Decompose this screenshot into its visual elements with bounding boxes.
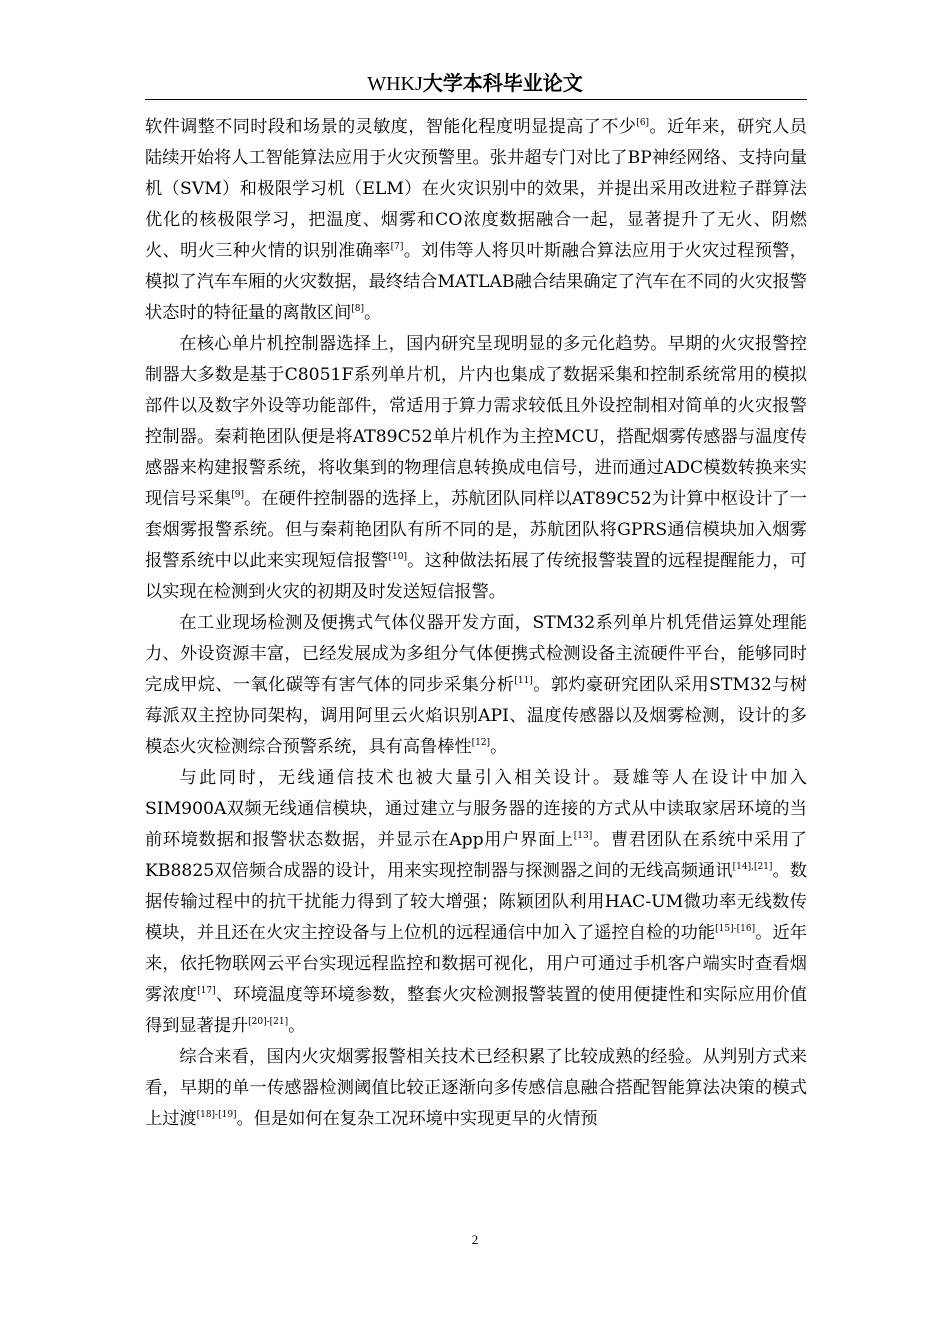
citation: [15]-[16]	[715, 924, 756, 934]
page-number: 2	[471, 1232, 479, 1247]
paragraph-text: 综合来看，国内火灾烟雾报警相关技术已经积累了比较成熟的经验。从判别方式来看，早期的单一传感器检测阈值比较正逐渐向多传感信息融合搭配智能算法决策的模式上过渡	[145, 1047, 807, 1129]
citation: [11]	[514, 676, 533, 686]
paragraph-text: 。这种做法拓展了传统报警装置的远程提醒能力，可以实现在检测到火灾的初期及时发送短信报警。	[145, 551, 807, 602]
citation: [8]	[351, 304, 365, 314]
paragraph-text: 与此同时，无线通信技术也被大量引入相关设计。聂雄等人在设计中加入SIM900A双频无线通信模块，通过建立与服务器的连接的方式从中读取家居环境的当前环境数据和报警状态数据，并显示在App用户界面上	[145, 768, 807, 850]
citation: [6]	[636, 118, 650, 128]
paragraph	[145, 329, 807, 608]
citation: [14],[21]	[732, 862, 773, 872]
citation: [10]	[388, 552, 407, 562]
citation: [18]-[19]	[196, 1110, 237, 1120]
paragraph-text: 在工业现场检测及便携式气体仪器开发方面，STM32系列单片机凭借运算处理能力、外设资源丰富，已经发展成为多组分气体便携式检测设备主流硬件平台，能够同时完成甲烷、一氧化碳等有害气体的同步采集分析	[145, 613, 807, 695]
paragraph-text: 。近年来，研究人员陆续开始将人工智能算法应用于火灾预警里。张井超专门对比了BP神经网络、支持向量机（SVM）和极限学习机（ELM）在火灾识别中的效果，并提出采用改进粒子群算法优化的核极限学习，把温度、烟雾和CO浓度数据融合一起，显著提升了无火、阴燃火、明火三种火情的识别准确率	[145, 117, 807, 261]
page-header	[145, 70, 805, 97]
header-latin: WHKJ	[367, 73, 423, 95]
paragraph-text: 。	[490, 737, 508, 757]
paragraph-text: 。郭灼豪研究团队采用STM32与树莓派双主控协同架构，调用阿里云火焰识别API、温度传感器以及烟雾检测，设计的多模态火灾检测综合预警系统，具有高鲁棒性	[145, 675, 807, 757]
header-title: 大学本科毕业论文	[422, 71, 583, 95]
paragraph	[145, 608, 807, 763]
paragraph-text: 。刘伟等人将贝叶斯融合算法应用于火灾过程预警，模拟了汽车车厢的火灾数据，最终结合MATLAB融合结果确定了汽车在不同的火灾报警状态时的特征量的离散区间	[145, 241, 807, 323]
paragraph	[145, 1042, 807, 1135]
paragraph-text: 。近年来，依托物联网云平台实现远程监控和数据可视化，用户可通过手机客户端实时查看烟雾浓度	[145, 923, 807, 1005]
paragraph-text: 。曹君团队在系统中采用了KB8825双倍频合成器的设计，用来实现控制器与探测器之间的无线高频通讯	[145, 830, 807, 881]
paragraph-text: 。但是如何在复杂工况环境中实现更早的火情预	[236, 1109, 598, 1129]
citation: [12]	[471, 738, 491, 748]
paragraph-text: 。数据传输过程中的抗干扰能力得到了较大增强；陈颖团队利用HAC-UM微功率无线数传模块，并且还在火灾主控设备与上位机的远程通信中加入了遥控自检的功能	[145, 861, 807, 943]
citation: [13]	[573, 831, 593, 841]
paragraph	[145, 112, 807, 329]
header-rule	[145, 99, 807, 100]
paragraph-text: 。在硬件控制器的选择上，苏航团队同样以AT89C52为计算中枢设计了一套烟雾报警系统。但与秦莉艳团队有所不同的是，苏航团队将GPRS通信模块加入烟雾报警系统中以此来实现短信报警	[145, 489, 807, 571]
citation: [9]	[231, 490, 245, 500]
paragraph	[145, 763, 807, 1042]
paragraph-text: 。	[288, 1016, 306, 1036]
paragraph-text: 。	[364, 303, 382, 323]
citation: [20]-[21]	[248, 1017, 289, 1027]
citation: [7]	[390, 242, 404, 252]
paragraph-text: 软件调整不同时段和场景的灵敏度，智能化程度明显提高了不少	[145, 117, 637, 137]
paragraph-text: 在核心单片机控制器选择上，国内研究呈现明显的多元化趋势。早期的火灾报警控制器大多数是基于C8051F系列单片机，片内也集成了数据采集和控制系统常用的模拟部件以及数字外设等功能部件，常适用于算力需求较低且外设控制相对简单的火灾报警控制器。秦莉艳团队便是将AT89C52单片机作为主控MCU，搭配烟雾传感器与温度传感器来构建报警系统，将收集到的物理信息转换成电信号，进而通过ADC模数转换来实现信号采集	[145, 334, 807, 509]
citation: [17]	[197, 986, 216, 996]
body-text	[145, 112, 807, 1135]
paragraph-text: 、环境温度等环境参数，整套火灾检测报警装置的使用便捷性和实际应用价值得到显著提升	[145, 985, 807, 1036]
